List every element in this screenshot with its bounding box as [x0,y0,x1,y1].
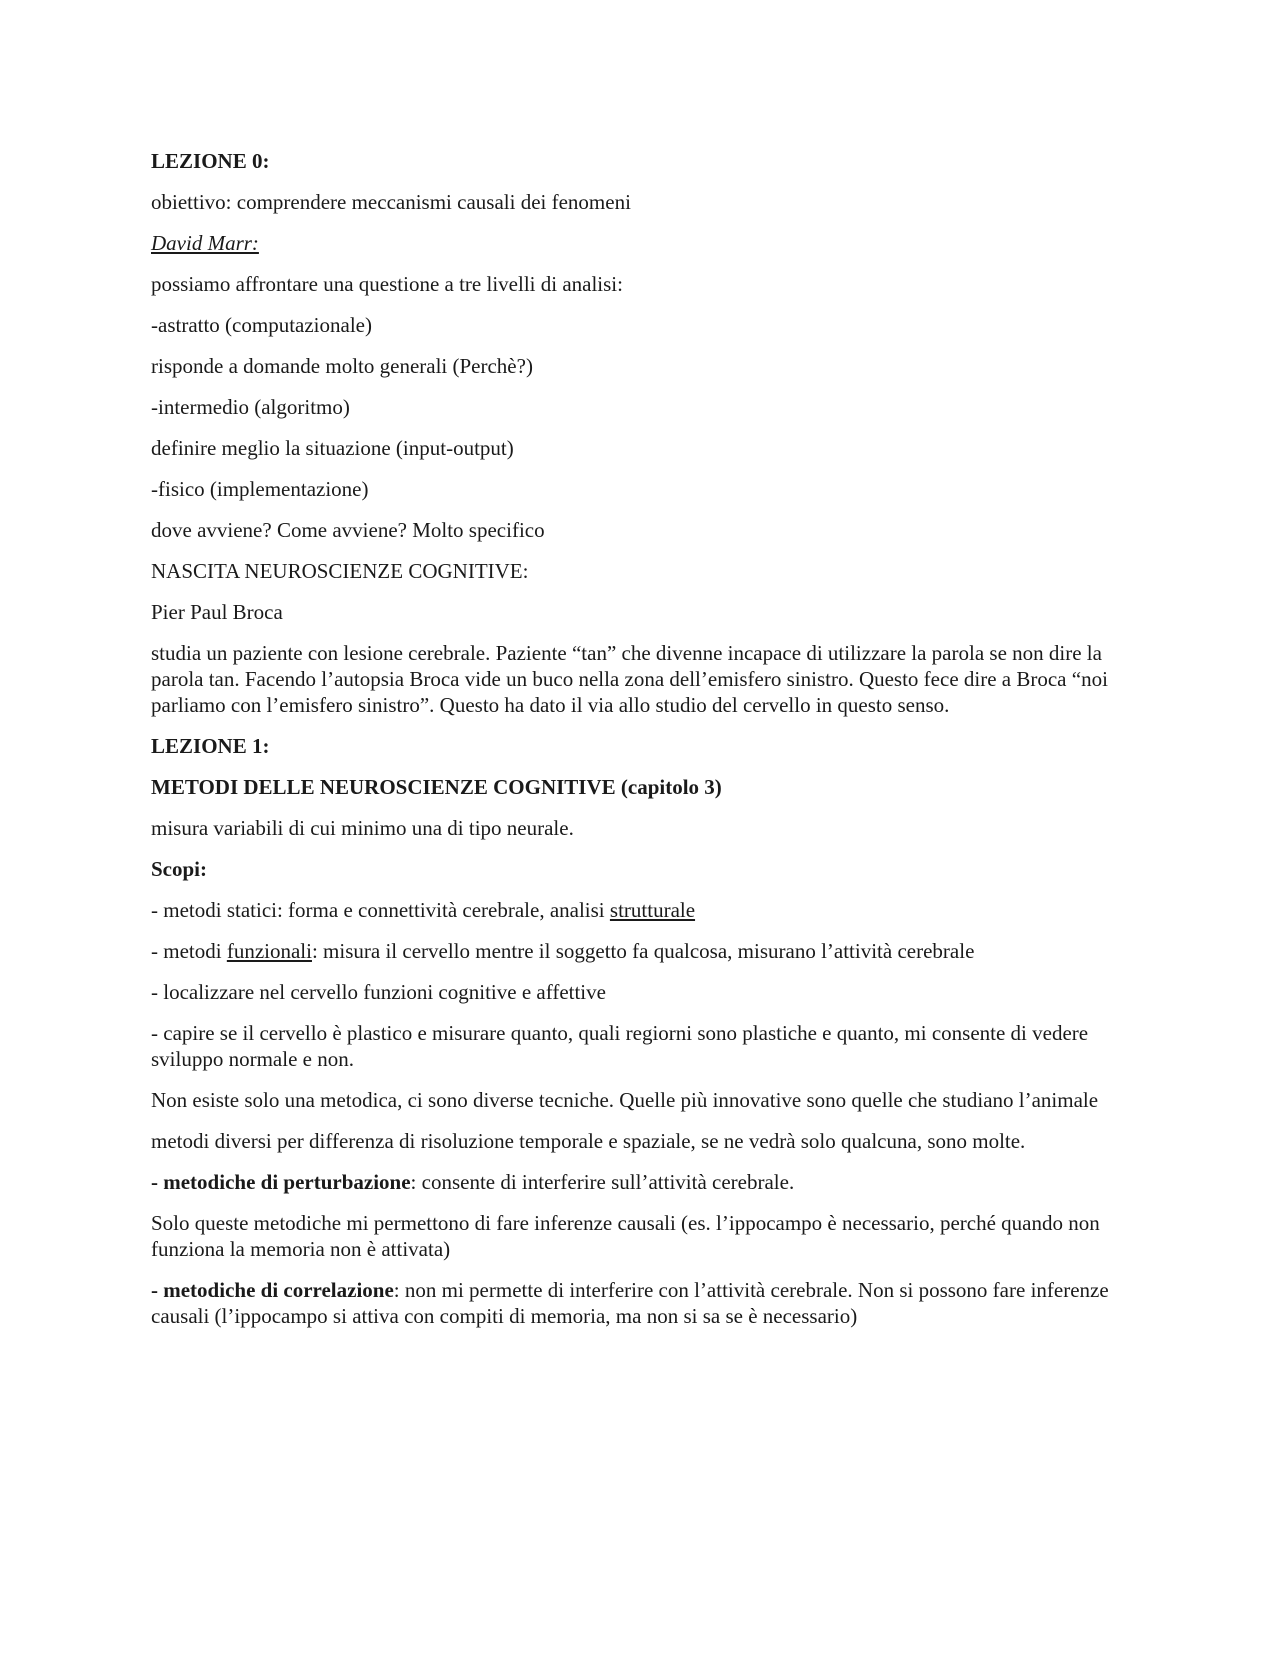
perturbation-text: : consente di interferire sull’attività cerebrale. [410,1170,795,1194]
correlation-text: : non mi permette di interferire con l’attività cerebrale. Non si possono fare inferenze causali (l’ippocampo si attiva con compiti di memoria, ma non si sa se è necessario) [151,1278,1109,1328]
marr-heading [151,230,1131,256]
objective-text: obiettivo: comprendere meccanismi causali dei fenomeni [151,190,631,214]
level-3-desc: dove avviene? Come avviene? Molto specifico [151,518,545,542]
level-3: -fisico (implementazione) [151,477,369,501]
scopes-heading: Scopi: [151,857,208,881]
scope-2-post: : misura il cervello mentre il soggetto fa qualcosa, misurano l’attività cerebrale [311,939,975,963]
level-2-desc: definire meglio la situazione (input-output) [151,436,514,460]
level-1: -astratto (computazionale) [151,313,372,337]
methods-heading: METODI DELLE NEUROSCIENZE COGNITIVE (capitolo 3) [151,775,722,799]
perturbation-item [151,1169,1131,1195]
scope-2-underlined: funzionali [226,939,312,963]
scope-1-text: - metodi statici: forma e connettività cerebrale, analisi [151,898,610,922]
methods-desc: misura variabili di cui minimo una di tipo neurale. [151,816,574,840]
lesson-1-heading: LEZIONE 1: [151,734,270,758]
scope-1-underlined: strutturale [609,898,696,922]
document-body [151,148,1131,1344]
level-2: -intermedio (algoritmo) [151,395,350,419]
resolution-paragraph: metodi diversi per differenza di risoluzione temporale e spaziale, se ne vedrà solo qualcuna, sono molte. [151,1129,1026,1153]
methodics-paragraph: Non esiste solo una metodica, ci sono diverse tecniche. Quelle più innovative sono quelle che studiano l’animale [151,1088,1099,1112]
lesson-0-heading: LEZIONE 0: [151,149,270,173]
scope-item-1 [151,897,1131,923]
perturbation-detail: Solo queste metodiche mi permettono di fare inferenze causali (es. l’ippocampo è necessario, perché quando non funziona la memoria non è attivata) [151,1211,1100,1261]
birth-heading: NASCITA NEUROSCIENZE COGNITIVE: [151,559,529,583]
scope-2-pre: - metodi [151,939,227,963]
levels-intro: possiamo affrontare una questione a tre livelli di analisi: [151,272,623,296]
scope-item-4: - capire se il cervello è plastico e misurare quanto, quali regiorni sono plastiche e quanto, mi consente di vedere sviluppo normale e non. [151,1021,1089,1071]
perturbation-label: - metodiche di perturbazione [151,1170,411,1194]
level-1-desc: risponde a domande molto generali (Perchè?) [151,354,533,378]
correlation-label: - metodiche di correlazione [151,1278,394,1302]
broca-name: Pier Paul Broca [151,600,283,624]
scope-item-3: - localizzare nel cervello funzioni cognitive e affettive [151,980,606,1004]
scope-item-2 [151,938,1131,964]
broca-paragraph: studia un paziente con lesione cerebrale. Paziente “tan” che divenne incapace di utilizzare la parola se non dire la parola tan. Facendo l’autopsia Broca vide un buco nella zona dell’emisfero sinistro. Questo fece dire a Broca “noi parliamo con l’emisfero sinistro”. Questo ha dato il via allo studio del cervello in questo senso. [151,641,1108,717]
marr-name: David Marr: [151,231,259,255]
correlation-item [151,1277,1131,1329]
